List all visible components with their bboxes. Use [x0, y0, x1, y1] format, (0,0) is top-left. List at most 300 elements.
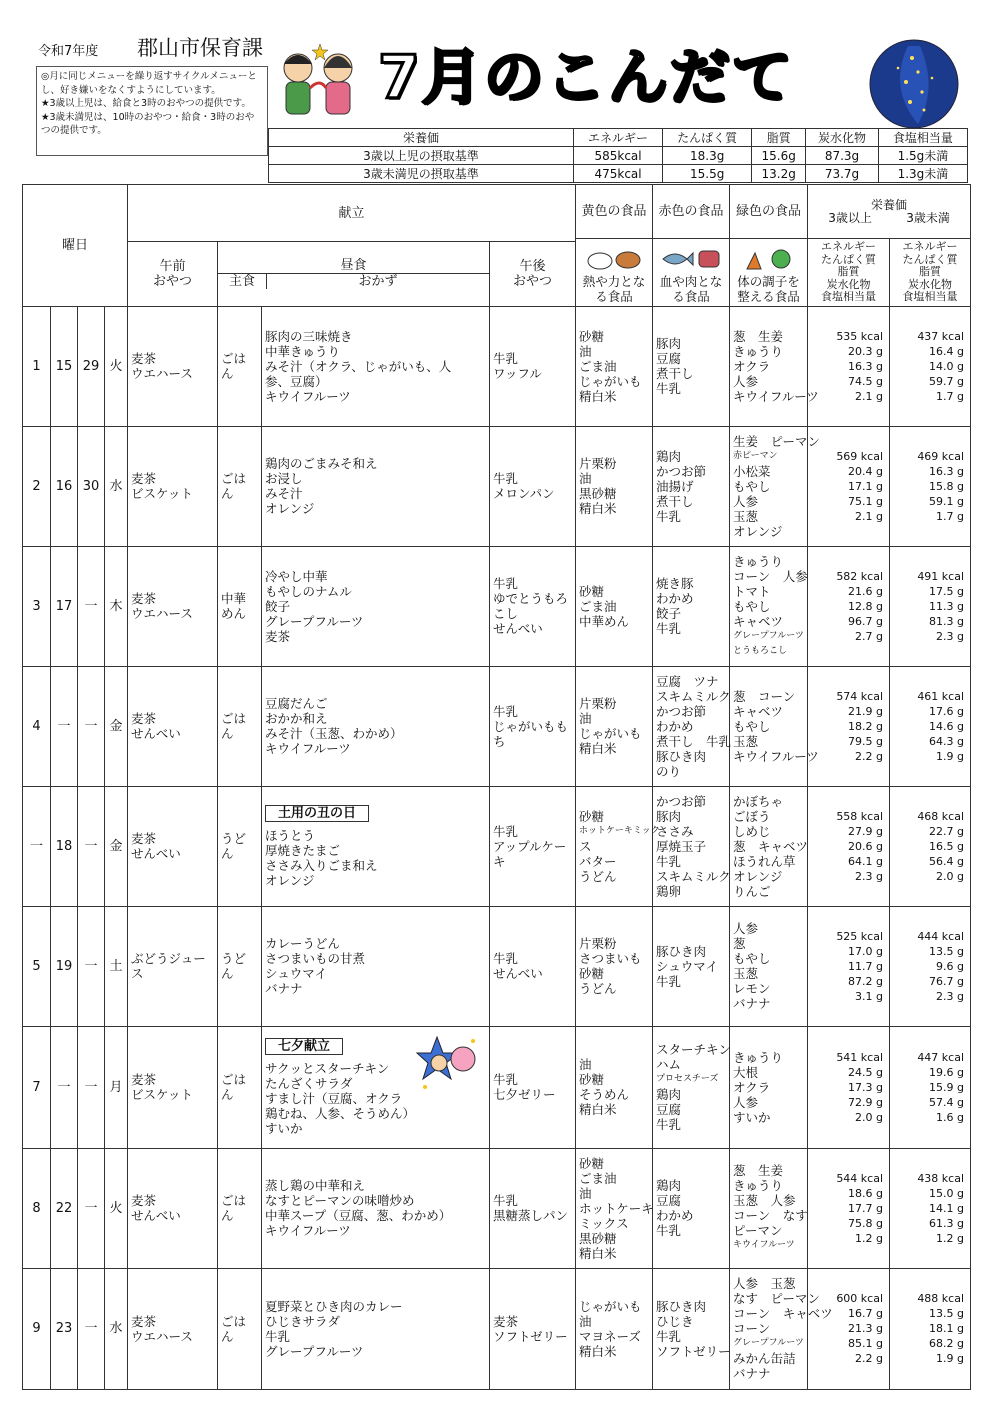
snack-item: ぶどうジュー [131, 951, 206, 966]
nutrition-value: 574 kcal [836, 689, 884, 703]
side-dishes [262, 1026, 490, 1148]
nutrition-value: 19.6 g [929, 1065, 965, 1079]
snack-item: じゃがいもも [493, 718, 569, 734]
side-dish: 豚肉の三味焼き [265, 328, 353, 344]
side-dish: 厚焼きたまご [265, 842, 341, 858]
date-1 [23, 786, 51, 906]
food-item: バナナ [733, 996, 771, 1011]
nutrition-value: 15.0 g [929, 1186, 965, 1200]
staple-text: うどん [221, 951, 247, 981]
food-item: オクラ [733, 1079, 771, 1095]
side-dish: みそ汁（オクラ、じゃがいも、人 [265, 358, 452, 374]
food-item: キウイフルーツ [733, 1240, 795, 1250]
staple-text: うどん [221, 831, 247, 861]
yellow-foods [576, 1148, 653, 1268]
date-3 [78, 1148, 105, 1268]
afternoon-snack [490, 1148, 576, 1268]
date-text: 一 [84, 598, 98, 614]
nutrition-value: 600 kcal [836, 1292, 884, 1305]
weekday [105, 546, 128, 666]
nutrition-value: 544 kcal [836, 1171, 884, 1185]
date-text: 30 [82, 478, 100, 494]
date-1 [23, 546, 51, 666]
side-dish: グレープフルーツ [265, 613, 364, 629]
weekday [105, 666, 128, 786]
date-1 [23, 1148, 51, 1268]
food-item: 豆腐 ツナ [656, 673, 719, 689]
date-3 [78, 1026, 105, 1148]
food-item: かぼちゃ [733, 793, 784, 809]
green-header: 緑色の食品 [730, 185, 808, 239]
staple-text: ごはん [221, 1193, 247, 1223]
snack-item: せんべい [131, 1208, 181, 1223]
nutrition-under3 [890, 426, 971, 546]
side-dish: オレンジ [265, 501, 315, 516]
snack-item: 牛乳 [493, 1072, 519, 1087]
side-dish: すいか [265, 1121, 303, 1136]
menu-row [23, 306, 971, 426]
snack-item: 麦茶 [131, 471, 157, 486]
afternoon-snack [490, 1268, 576, 1389]
under3-labels [890, 239, 971, 307]
food-item: うどん [579, 981, 617, 996]
food-item: 鶏肉 [656, 1178, 682, 1193]
staple-text: ごはん [221, 471, 247, 501]
food-item: なす ピーマン [733, 1291, 821, 1306]
weekday [105, 906, 128, 1026]
weekday-text: 火 [109, 1200, 123, 1216]
snack-item: 麦茶 [131, 351, 157, 366]
food-item: 牛乳 [656, 621, 682, 636]
food-item: 煮干し [656, 366, 694, 381]
morning-snack [128, 1268, 218, 1389]
food-item: きゅうり [733, 1178, 784, 1193]
red-foods [653, 426, 730, 546]
date-text: 一 [84, 958, 98, 974]
side-dish: 中華きゅうり [265, 343, 341, 359]
yellow-foods [576, 786, 660, 906]
vegetable-icon [737, 247, 801, 271]
date-text: 29 [82, 358, 100, 374]
staple-food [218, 1026, 262, 1148]
nutrition-value: 1.7 g [936, 389, 965, 403]
food-item: ピーマン [733, 1223, 783, 1238]
nutrition-value: 1.6 g [936, 1110, 965, 1124]
food-item: かつお節 [656, 463, 707, 479]
green-foods [730, 1148, 808, 1268]
side-dish: 鶏むね、人参、そうめん） [265, 1106, 416, 1121]
food-item: キャベツ [733, 613, 784, 629]
nutrition-value: 74.5 g [848, 374, 884, 388]
nutrition-value: 17.0 g [848, 944, 884, 958]
notes-box [36, 66, 268, 156]
side-dish: ひじきサラダ [265, 1313, 340, 1329]
green-foods [730, 1268, 833, 1389]
food-item: 油 [579, 343, 592, 359]
std-value: 18.3g [663, 147, 752, 165]
nutrition-value: 1.7 g [936, 509, 965, 523]
food-item: 葱 [733, 936, 746, 951]
nutrition-value: 72.9 g [848, 1095, 884, 1109]
food-item: うどん [579, 868, 617, 884]
nutrition-value: 81.3 g [929, 614, 965, 628]
food-item: コーン なす [733, 1208, 808, 1223]
date-text: 23 [55, 1321, 73, 1336]
food-item: のり [656, 763, 682, 779]
nutrition-value: 2.1 g [855, 389, 884, 403]
food-item: 葱 コーン [733, 688, 796, 704]
nutrition-value: 1.2 g [855, 1231, 884, 1245]
date-text: 一 [29, 838, 43, 854]
std-value: 15.6g [752, 147, 806, 165]
food-item: 牛乳 [656, 1117, 682, 1132]
snack-item: ゆでとうもろ [493, 591, 569, 606]
food-item: 油 [579, 711, 592, 726]
day-header: 曜日 [23, 185, 128, 307]
nut-label: たんぱく質 [821, 252, 877, 266]
food-item: しめじ [733, 823, 771, 839]
date-text: 一 [57, 718, 71, 734]
yellow-desc: 熱や力となる食品 [582, 273, 646, 304]
nutrition-value: 461 kcal [917, 689, 965, 703]
nutrition-value: 535 kcal [836, 329, 884, 343]
snack-item: 麦茶 [131, 1072, 157, 1087]
nutrition-value: 59.7 g [929, 374, 965, 388]
food-item: わかめ [656, 1208, 694, 1223]
food-item: 人参 [733, 1094, 759, 1110]
food-item: ス [579, 838, 592, 854]
menu-table [22, 184, 971, 1390]
date-1 [23, 426, 51, 546]
nutrition-value: 21.3 g [848, 1322, 884, 1335]
std-row-label: 3歳以上児の摂取基準 [269, 147, 574, 165]
nutrition-value: 22.7 g [929, 824, 965, 838]
std-value: 585kcal [574, 147, 663, 165]
food-item: 牛乳 [656, 381, 682, 396]
snack-item: せんべい [493, 966, 543, 981]
food-item: みかん缶詰 [733, 1351, 796, 1366]
food-item: 煮干し [656, 493, 694, 509]
food-item: 玉葱 [733, 966, 759, 981]
nutrition-value: 17.5 g [929, 584, 965, 598]
menu-row [23, 906, 971, 1026]
food-item: スターチキン [656, 1042, 731, 1057]
food-item: わかめ [656, 591, 694, 606]
snack-item: ち [493, 733, 506, 749]
staple-text: ごはん [221, 1313, 247, 1344]
side-dish: グレープフルーツ [265, 1343, 364, 1359]
std-value: 1.3g未満 [878, 165, 967, 183]
menu-row [23, 426, 971, 546]
side-dish: すまし汁（豆腐、オクラ [265, 1091, 403, 1106]
over3-labels [808, 239, 890, 307]
side-dish: さつまいもの甘煮 [265, 951, 366, 966]
morning-snack [128, 306, 218, 426]
nutrition-value: 2.3 g [936, 989, 965, 1003]
nutrition-value: 18.2 g [848, 719, 884, 733]
food-item: 砂糖 [579, 966, 605, 981]
food-item: 牛乳 [656, 508, 682, 524]
nutrition-value: 488 kcal [917, 1292, 965, 1305]
food-item: コーン 人参 [733, 568, 808, 584]
date-text: 2 [32, 478, 41, 494]
food-item: 豆腐 [656, 1193, 682, 1208]
std-value: 73.7g [806, 165, 879, 183]
nutrition-value: 2.3 g [936, 629, 965, 643]
food-item: 精白米 [579, 1245, 617, 1261]
tanabata-couple-illustration [270, 38, 370, 126]
date-text: 5 [32, 958, 41, 974]
green-foods [730, 426, 821, 546]
staple-food [218, 546, 262, 666]
snack-item: こし [493, 606, 519, 621]
date-text: 19 [55, 958, 73, 974]
menu-row [23, 1268, 971, 1389]
side-dish: 牛乳 [265, 1328, 291, 1344]
side-dish: 餃子 [265, 598, 291, 614]
red-foods [653, 1268, 730, 1389]
nut-label: 脂質 [919, 265, 942, 278]
nutrition-value: 15.8 g [929, 479, 965, 493]
snack-item: 牛乳 [493, 951, 519, 966]
food-item: かつお節 [656, 703, 707, 719]
snack-item: 牛乳 [493, 576, 519, 591]
nutrition-under3 [890, 546, 971, 666]
food-item: 豆腐 [656, 1102, 682, 1117]
food-item: 人参 玉葱 [733, 1276, 796, 1291]
snack-item: ビスケット [131, 486, 193, 501]
food-item: ほうれん草 [733, 853, 796, 869]
snack-item: せんべい [131, 726, 181, 741]
food-item: 精白米 [579, 1102, 617, 1117]
nutrition-value: 75.8 g [848, 1216, 884, 1230]
nutrition-value: 68.2 g [929, 1337, 965, 1350]
snack-item: 七夕ゼリー [493, 1087, 556, 1102]
nutrition-value: 27.9 g [848, 824, 884, 838]
food-item: とうもろこし [733, 645, 788, 656]
food-item: ごま油 [579, 358, 617, 374]
snack-item: ウエハース [131, 366, 193, 381]
nutrition-value: 1.9 g [936, 749, 965, 763]
nutrition-value: 17.6 g [929, 704, 965, 718]
red-foods [653, 906, 730, 1026]
date-2 [51, 546, 78, 666]
date-text: 17 [55, 598, 73, 614]
food-item: 精白米 [579, 741, 617, 756]
date-1 [23, 1026, 51, 1148]
nutrition-value: 469 kcal [917, 449, 965, 463]
side-dish: シュウマイ [265, 966, 328, 981]
morning-snack [128, 426, 218, 546]
food-item: 生姜 ピーマン [733, 433, 821, 449]
side-dishes [262, 1148, 490, 1268]
nutrition-value: 569 kcal [836, 449, 884, 463]
nutrition-over3 [808, 1148, 890, 1268]
green-foods [730, 1026, 808, 1148]
nutrition-value: 96.7 g [848, 614, 884, 628]
food-item: 人参 [733, 921, 759, 936]
date-2 [51, 1268, 78, 1389]
staple-food [218, 1268, 262, 1389]
food-item: 煮干し 牛乳 [656, 733, 732, 749]
green-foods [730, 546, 808, 666]
staple-food [218, 426, 262, 546]
food-item: ソフトゼリー [656, 1343, 731, 1359]
date-3 [78, 1268, 105, 1389]
side-dish: 中華スープ（豆腐、葱、わかめ） [265, 1208, 452, 1223]
side-dish: キウイフルーツ [265, 1223, 351, 1238]
food-item: 葱 生姜 [733, 1163, 784, 1178]
food-item: 油揚げ [656, 478, 694, 494]
snack-item: 牛乳 [493, 1193, 519, 1208]
food-item: 葱 生姜 [733, 328, 784, 344]
nutrition-header-cell [808, 185, 971, 239]
nutrition-value: 14.0 g [929, 359, 965, 373]
food-item: コーン キャベツ [733, 1306, 833, 1321]
weekday [105, 786, 128, 906]
snack-item: 麦茶 [131, 1193, 157, 1208]
nutrition-under3 [890, 1268, 971, 1389]
food-item: じゃがいも [579, 726, 642, 741]
food-item: グレープフルーツ [733, 630, 804, 641]
lunch-label: 昼食 [218, 258, 489, 274]
nutrition-under3 [890, 786, 971, 906]
food-item: マヨネーズ [579, 1328, 641, 1344]
yellow-foods [576, 666, 653, 786]
snack-item: 麦茶 [131, 831, 157, 846]
side-dishes [262, 546, 490, 666]
food-item: 玉葱 [733, 733, 759, 749]
date-2 [51, 1148, 78, 1268]
food-item: 片栗粉 [579, 936, 617, 951]
side-dish: ささみ入りごま和え [265, 857, 378, 873]
nutrition-value: 16.3 g [848, 359, 884, 373]
food-item: 豚ひき肉 [656, 1298, 707, 1314]
side-dishes [262, 1268, 490, 1389]
red-foods [653, 786, 730, 906]
food-item: 玉葱 [733, 508, 759, 524]
nut-label: エネルギー [902, 240, 958, 253]
side-dishes [262, 786, 490, 906]
side-dish: 参、豆腐） [265, 373, 328, 389]
food-item: 牛乳 [656, 1223, 682, 1238]
nutrition-header: 栄養価 [871, 197, 908, 212]
date-text: 一 [57, 1079, 71, 1095]
note-2: ★3歳以上児は、給食と3時のおやつの提供です。 [41, 98, 251, 109]
food-item: ごま油 [579, 1170, 617, 1186]
snack-item: 牛乳 [493, 351, 519, 366]
side-dish: もやしのナムル [265, 583, 352, 599]
side-dish: サクッとスターチキン [265, 1061, 390, 1076]
nutrition-value: 18.1 g [929, 1322, 965, 1335]
event-label: 土用の丑の日 [265, 805, 369, 822]
side-dishes [262, 666, 490, 786]
menu-row [23, 1026, 971, 1148]
nutrition-value: 59.1 g [929, 494, 965, 508]
food-item: 砂糖 [579, 583, 605, 599]
menu-row [23, 546, 971, 666]
nutrition-under3 [890, 906, 971, 1026]
nutrition-standards-table [268, 128, 968, 183]
weekday-text: 水 [109, 478, 123, 494]
snack-item: 麦茶 [131, 591, 157, 606]
food-item: グレープフルーツ [733, 1338, 804, 1348]
snack-item: ビスケット [131, 1087, 193, 1102]
afternoon-snack [490, 906, 576, 1026]
side-dish: ほうとう [265, 827, 316, 843]
date-2 [51, 426, 78, 546]
snack-item: ス [131, 966, 144, 981]
nutrition-value: 17.7 g [848, 1201, 884, 1215]
nut-label: 脂質 [837, 265, 860, 278]
note-1: ◎月に同じメニューを繰り返すサイクルメニューとし、好き嫌いをなくすようにしています。 [41, 71, 257, 96]
nutrition-over3 [808, 306, 890, 426]
nutrition-value: 14.6 g [929, 719, 965, 733]
green-desc: 体の調子を整える食品 [737, 273, 800, 304]
food-item: オレンジ [733, 868, 783, 884]
over3-header: 3歳以上 [828, 210, 872, 225]
weekday-text: 水 [109, 1321, 123, 1336]
date-3 [78, 306, 105, 426]
staple-food [218, 306, 262, 426]
snack-item: キ [493, 853, 506, 869]
weekday [105, 306, 128, 426]
food-item: 赤ピーマン [733, 450, 778, 461]
food-item: キウイフルーツ [733, 388, 819, 404]
menu-row [23, 786, 971, 906]
snack-item: 麦茶 [131, 1313, 157, 1329]
red-foods [653, 306, 730, 426]
food-item: ホットケーキ [579, 1200, 654, 1216]
food-item: りんご [733, 883, 771, 899]
date-1 [23, 906, 51, 1026]
food-item: もやし [733, 478, 771, 494]
side-dishes [262, 906, 490, 1026]
nutrition-value: 16.5 g [929, 839, 965, 853]
nutrition-value: 444 kcal [917, 929, 965, 943]
snack-item: ソフトゼリー [493, 1328, 568, 1344]
food-item: バター [579, 853, 617, 869]
red-foods [653, 1026, 730, 1148]
yellow-foods [576, 306, 653, 426]
food-item: 精白米 [579, 1343, 617, 1359]
food-item: 厚焼玉子 [656, 838, 707, 854]
food-item: スキムミルク [656, 688, 731, 704]
date-text: 8 [32, 1200, 41, 1216]
nutrition-value: 21.9 g [848, 704, 884, 718]
nutrition-value: 57.4 g [929, 1095, 965, 1109]
lunch-header [218, 242, 490, 306]
snack-item: 牛乳 [493, 823, 519, 839]
green-foods [730, 666, 819, 786]
red-desc-cell [653, 239, 730, 307]
food-item: 焼き豚 [656, 576, 694, 591]
staple-text: ごはん [221, 711, 247, 741]
food-item: じゃがいも [579, 373, 642, 389]
side-dish: キウイフルーツ [265, 741, 351, 756]
date-text: 4 [32, 718, 41, 734]
nutrition-value: 447 kcal [917, 1050, 965, 1064]
date-1 [23, 1268, 51, 1389]
food-item: 鶏肉 [656, 1087, 682, 1102]
side-dishes [262, 306, 490, 426]
food-item: オレンジ [733, 523, 783, 539]
food-item: バナナ [733, 1366, 771, 1381]
red-header: 赤色の食品 [653, 185, 730, 239]
nutrition-value: 56.4 g [929, 854, 965, 868]
nutrition-under3 [890, 1026, 971, 1148]
nutrition-over3 [808, 1026, 890, 1148]
